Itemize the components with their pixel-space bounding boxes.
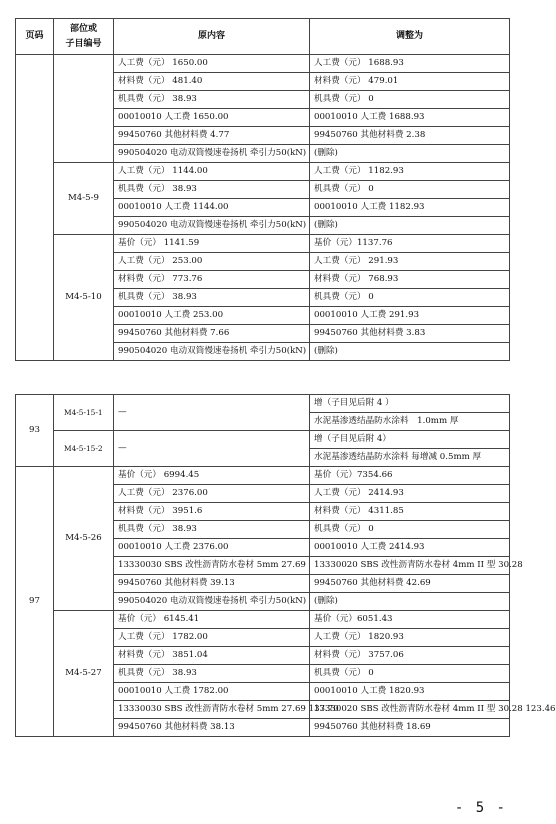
header-adjusted: 调整为 xyxy=(310,19,510,55)
adjustment-table xyxy=(15,18,510,361)
original-cell: 基价（元） 1141.59 xyxy=(114,235,310,253)
adjusted-cell: 人工费（元） 291.93 xyxy=(310,253,510,271)
original-cell: 人工费（元） 253.00 xyxy=(114,253,310,271)
original-cell: 材料费（元） 481.40 xyxy=(114,73,310,91)
part-cell: M4-5-27 xyxy=(54,611,114,737)
header-part-line1: 部位或 xyxy=(69,23,97,34)
original-cell: 990504020 电动双筒慢速卷扬机 牵引力50(kN) xyxy=(114,593,310,611)
adjusted-cell: 13330020 SBS 改性沥青防水卷材 4mm II 型 30.28 123.46 xyxy=(310,701,510,719)
adjusted-cell: 材料费（元） 3757.06 xyxy=(310,647,510,665)
adjusted-cell: 基价（元）7354.66 xyxy=(310,467,510,485)
table-row xyxy=(16,611,510,629)
adjusted-cell: (删除) xyxy=(310,343,510,361)
original-cell: 990504020 电动双筒慢速卷扬机 牵引力50(kN) xyxy=(114,343,310,361)
adjusted-cell: 机具费（元） 0 xyxy=(310,91,510,109)
adjusted-cell: 99450760 其他材料费 18.69 xyxy=(310,719,510,737)
header-part xyxy=(54,19,114,55)
table-row xyxy=(16,235,510,253)
adjusted-cell: 增（子目见后附 4 ） xyxy=(310,395,510,413)
original-cell: 机具费（元） 38.93 xyxy=(114,521,310,539)
part-cell xyxy=(54,55,114,163)
original-cell: 人工费（元） 2376.00 xyxy=(114,485,310,503)
adjusted-cell: 材料费（元） 4311.85 xyxy=(310,503,510,521)
adjusted-cell: 材料费（元） 768.93 xyxy=(310,271,510,289)
original-cell: 材料费（元） 3951.6 xyxy=(114,503,310,521)
header-original: 原内容 xyxy=(114,19,310,55)
adjusted-cell: 人工费（元） 1182.93 xyxy=(310,163,510,181)
adjusted-cell: 基价（元）1137.76 xyxy=(310,235,510,253)
original-cell: — xyxy=(114,431,310,467)
adjusted-cell: 00010010 人工费 1820.93 xyxy=(310,683,510,701)
original-cell: 99450760 其他材料费 39.13 xyxy=(114,575,310,593)
original-cell: 990504020 电动双筒慢速卷扬机 牵引力50(kN) xyxy=(114,145,310,163)
adjusted-cell: (删除) xyxy=(310,145,510,163)
adjusted-cell: 机具费（元） 0 xyxy=(310,665,510,683)
page-cell: 97 xyxy=(16,467,54,737)
adjusted-cell: 人工费（元） 2414.93 xyxy=(310,485,510,503)
original-cell: 基价（元） 6994.45 xyxy=(114,467,310,485)
original-cell: 材料费（元） 773.76 xyxy=(114,271,310,289)
original-cell: 99450760 其他材料费 4.77 xyxy=(114,127,310,145)
adjusted-cell: 水泥基渗透结晶防水涂料 1.0mm 厚 xyxy=(310,413,510,431)
adjusted-cell: 材料费（元） 479.01 xyxy=(310,73,510,91)
original-cell: 990504020 电动双筒慢速卷扬机 牵引力50(kN) xyxy=(114,217,310,235)
page-cell-blank xyxy=(16,55,54,361)
table-row xyxy=(16,467,510,485)
original-cell: 人工费（元） 1144.00 xyxy=(114,163,310,181)
adjusted-cell: 增（子目见后附 4） xyxy=(310,431,510,449)
adjusted-cell: 人工费（元） 1688.93 xyxy=(310,55,510,73)
header-page: 页码 xyxy=(16,19,54,55)
adjusted-cell: 00010010 人工费 1688.93 xyxy=(310,109,510,127)
original-cell: 人工费（元） 1650.00 xyxy=(114,55,310,73)
adjusted-cell: 机具费（元） 0 xyxy=(310,521,510,539)
adjusted-cell: 人工费（元） 1820.93 xyxy=(310,629,510,647)
header-part-line2: 子目编号 xyxy=(65,38,102,49)
original-cell: 机具费（元） 38.93 xyxy=(114,665,310,683)
adjusted-cell: 99450760 其他材料费 42.69 xyxy=(310,575,510,593)
adjusted-cell: (删除) xyxy=(310,593,510,611)
part-cell: M4-5-15-2 xyxy=(54,431,114,467)
table-row xyxy=(16,163,510,181)
original-cell: 13330030 SBS 改性沥青防水卷材 5mm 27.69 xyxy=(114,557,310,575)
original-cell: 00010010 人工费 253.00 xyxy=(114,307,310,325)
adjusted-cell: 机具费（元） 0 xyxy=(310,181,510,199)
adjustment-table-lower xyxy=(15,394,556,737)
original-cell: 机具费（元） 38.93 xyxy=(114,181,310,199)
original-cell: 材料费（元） 3851.04 xyxy=(114,647,310,665)
adjusted-cell: 水泥基渗透结晶防水涂料 每增减 0.5mm 厚 xyxy=(310,449,510,467)
adjusted-cell: (删除) xyxy=(310,217,510,235)
table-row xyxy=(16,395,510,413)
adjusted-cell: 99450760 其他材料费 3.83 xyxy=(310,325,510,343)
original-cell: 基价（元） 6145.41 xyxy=(114,611,310,629)
page-number: - 5 - xyxy=(454,800,507,816)
table-row xyxy=(16,55,510,73)
original-cell: 13330030 SBS 改性沥青防水卷材 5mm 27.69 137.70 xyxy=(114,701,310,719)
table-row xyxy=(16,431,510,449)
part-cell: M4-5-26 xyxy=(54,467,114,611)
original-cell: 99450760 其他材料费 7.66 xyxy=(114,325,310,343)
original-cell: 机具费（元） 38.93 xyxy=(114,289,310,307)
page-cell: 93 xyxy=(16,395,54,467)
original-cell: 00010010 人工费 1782.00 xyxy=(114,683,310,701)
original-cell: 00010010 人工费 1650.00 xyxy=(114,109,310,127)
original-cell: 机具费（元） 38.93 xyxy=(114,91,310,109)
original-cell: 人工费（元） 1782.00 xyxy=(114,629,310,647)
adjusted-cell: 基价（元）6051.43 xyxy=(310,611,510,629)
part-cell: M4-5-10 xyxy=(54,235,114,361)
original-cell: 00010010 人工费 1144.00 xyxy=(114,199,310,217)
adjusted-cell: 99450760 其他材料费 2.38 xyxy=(310,127,510,145)
original-cell: 99450760 其他材料费 38.13 xyxy=(114,719,310,737)
original-cell: 00010010 人工费 2376.00 xyxy=(114,539,310,557)
adjusted-cell: 13330020 SBS 改性沥青防水卷材 4mm II 型 30.28 xyxy=(310,557,510,575)
adjusted-cell: 00010010 人工费 1182.93 xyxy=(310,199,510,217)
adjusted-cell: 机具费（元） 0 xyxy=(310,289,510,307)
part-cell: M4-5-15-1 xyxy=(54,395,114,431)
adjusted-cell: 00010010 人工费 2414.93 xyxy=(310,539,510,557)
table-header-row xyxy=(16,19,510,55)
part-cell: M4-5-9 xyxy=(54,163,114,235)
adjusted-cell: 00010010 人工费 291.93 xyxy=(310,307,510,325)
original-cell: — xyxy=(114,395,310,431)
